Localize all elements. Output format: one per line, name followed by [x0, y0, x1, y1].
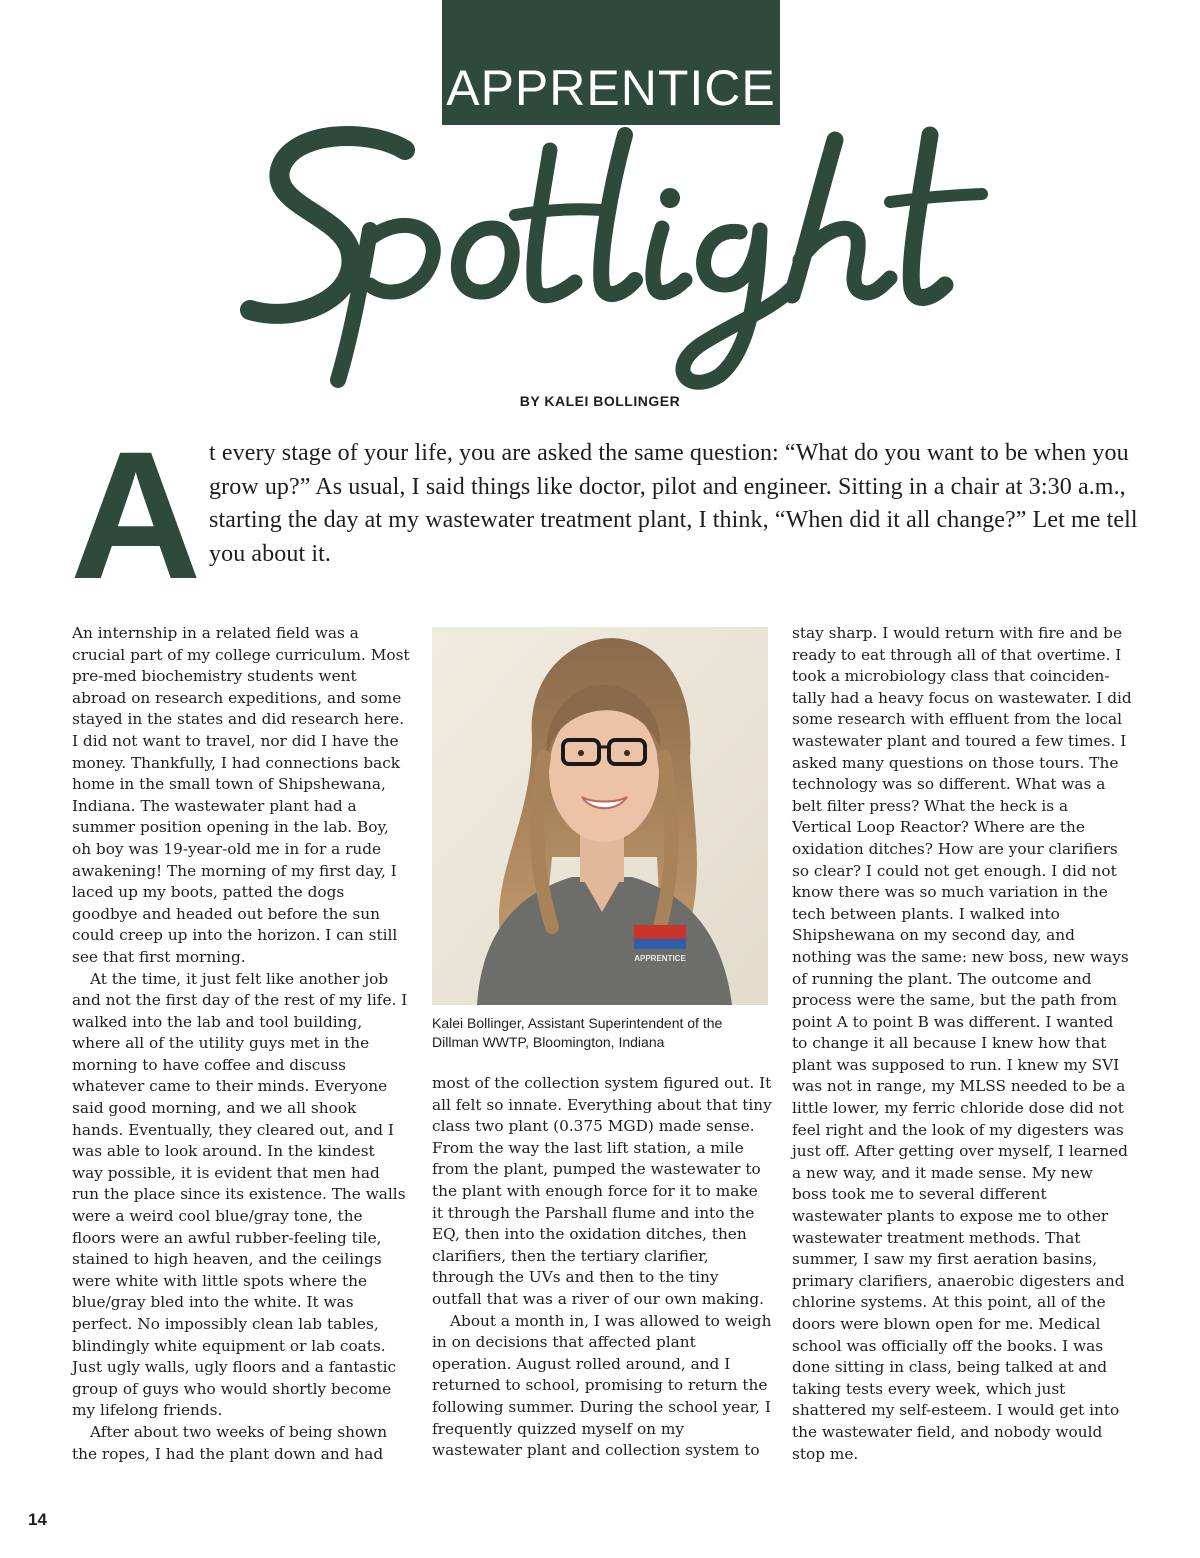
intro-text: t every stage of your life, you are asked the same question: “What do you want to be when you grow up?” As usual, I said things like doctor, pilot and engineer. Sitting in a chair at 3:30 a.m., starting the day at my wastewater treatment plant, I think, “When did it all change?” Let me tell you about it. [209, 440, 1138, 567]
byline: BY KALEI BOLLINGER [519, 393, 681, 409]
article-column-2 [432, 1073, 772, 1462]
drop-cap: A [70, 413, 202, 617]
paragraph: At the time, it just felt like another job and not the first day of the rest of my life. I walked into the lab and tool building, where all of the utility guys met in the morning to have coffee and discuss whatever came to their minds. Everyone said good morning, and we all shook hands. Eventually, they cleared out, and I was able to look around. In the kindest way possible, it is evident that men had run the place since its existence. The walls were a weird cool blue/gray tone, the floors were an awful rubber-feeling tile, stained to high heaven, and the ceilings were white with little spots where the blue/gray bled into the white. It was perfect. No impossibly clean lab tables, blindingly white equipment or lab coats. Just ugly walls, ugly floors and a fantastic group of guys who would shortly become my lifelong friends. [72, 969, 408, 1420]
intro-paragraph [209, 437, 1139, 571]
paragraph: stay sharp. I would return with fire and be ready to eat through all of that overtime. I took a microbiology class that coincidentally had a heavy focus on wastewater. I did some research with effluent from the local wastewater plant and toured a few times. I asked many questions on those tours. The technology was so different. What was a belt filter press? What the heck is a Vertical Loop Reactor? Where are the oxidation ditches? How are your clarifiers so clear? I could not get enough. I did not know there was so much variation in the tech between plants. I walked into Shipshewana on my second day, and nothing was the same: new boss, new ways of running the plant. The outcome and process were the same, but the path from point A to point B was different. I wanted to change it all because I knew how that plant was supposed to run. I knew my SVI was not in range, my MLSS needed to be a little lower, my ferric chloride dose did not feel right and the look of my digesters was just off. After getting over myself, I learned a new way, and it made sense. My new boss took me to several different wastewater plants to expose me to other wastewater treatment methods. That summer, I saw my first aeration basins, primary clarifiers, anaerobic digesters and chlorine systems. At this point, all of the doors were blown open for me. Medical school was officially off the books. I was done sitting in class, being talked at and taking tests every week, which just shattered my self-esteem. I would get into the wastewater field, and nobody would stop me. [792, 624, 1132, 1463]
article-column-1 [72, 623, 410, 1465]
shirt-logo-text: APPRENTICE [634, 954, 686, 963]
banner-text: APPRENTICE [446, 60, 776, 116]
spotlight-script-title [230, 110, 990, 395]
portrait-photo [432, 627, 768, 1005]
paragraph: most of the collection system figured out. It all felt so innate. Everything about that tiny class two plant (0.375 MGD) made sense. From the way the last lift station, a mile from the plant, pumped the wastewater to the plant with enough force for it to make it through the Parshall flume and into the EQ, then into the oxidation ditches, then clarifiers, then the tertiary clarifier, through the UVs and then to the tiny outfall that was a river of our own making. [432, 1074, 772, 1308]
paragraph: After about two weeks of being shown the ropes, I had the plant down and had [72, 1422, 388, 1463]
section-banner [442, 0, 780, 125]
article-column-3 [792, 623, 1132, 1465]
page-number: 14 [28, 1510, 47, 1529]
paragraph: An internship in a related field was a crucial part of my college curriculum. Most pre-med biochemistry students went abroad on research expeditions, and some stayed in the states and did research here. I did not want to travel, nor did I have the money. Thankfully, I had connections back home in the small town of Shipshewana, Indiana. The wastewater plant had a summer position opening in the lab. Boy, oh boy was 19-year-old me in for a rude awakening! The morning of my first day, I laced up my boots, patted the dogs goodbye and headed out before the sun could creep up into the horizon. I can still see that first morning. [72, 624, 410, 966]
photo-caption: Kalei Bollinger, Assistant Superintendent of the Dillman WWTP, Bloomington, Indiana [432, 1015, 723, 1050]
paragraph: About a month in, I was allowed to weigh in on decisions that affected plant operation. August rolled around, and I returned to school, promising to return the following summer. During the school year, I frequently quizzed myself on my wastewater plant and collection system to [432, 1311, 772, 1460]
